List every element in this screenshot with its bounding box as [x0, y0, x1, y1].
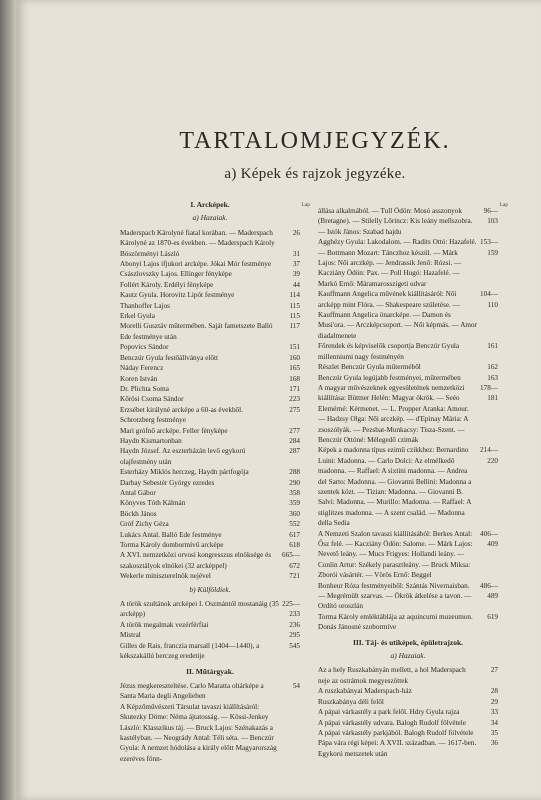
toc-entry-page: 290 [289, 478, 300, 487]
toc-entry [120, 321, 300, 342]
toc-entry-title: Haydn Kismartonban [120, 436, 182, 445]
toc-entry [120, 641, 300, 662]
left-column [120, 200, 310, 764]
toc-entry-page: 619 [487, 612, 498, 621]
toc-entry [318, 341, 498, 362]
toc-entry [318, 529, 498, 581]
toc-entry [120, 620, 300, 630]
toc-entry-title: A pápai várkastély a park felől. Hdry Gyula rajza [318, 708, 460, 717]
toc-entry-title: Agghézy Gyula: Lakodalom. — Radits Ottó: Hazafelé. — Bottmann Mozart: Tánczhoz készül. — Márk Lajos: Női arczkép. — Jendrassik Jenő: Rózsi. — Kacziány Ödön: Pax. — Poll Hugó: Hazafelé. — Markó Ernő: Máramarosszigeti udvar [318, 238, 477, 288]
toc-entry [120, 530, 300, 540]
section-heading-portraits: I. Arcképek. [190, 200, 230, 209]
toc-entry-page: 114 [289, 291, 300, 300]
toc-entry [120, 702, 300, 764]
toc-entry-page: 33 [490, 708, 498, 717]
toc-entry-page: 486—489 [480, 581, 498, 601]
toc-entry-title: Kőrösi Csoma Sándor [120, 395, 184, 404]
toc-entry-title: Mari grófnő arcképe. Feller fényképe [120, 426, 228, 435]
toc-entry-page: 225—233 [282, 600, 300, 619]
toc-entry-title: Torma Károly dombormívű arcképe [120, 541, 224, 549]
toc-entry-page: 163 [487, 373, 498, 382]
toc-entry [318, 697, 498, 707]
toc-entry [120, 259, 300, 269]
toc-entry-title: A Képzőművészeti Társulat tavaszi kiállításáról: Skutezky Döme: Néma ájtatosság. — Kössi-Jenkey László: Klasszikus táj. — Bruck Lajos: Szénakazás a kastélyban. — Neogrády Antal: Téli séta. — Benczúr Gyula: A nemzet hódolása a király előtt Magyarország ezeréves fönn- [120, 702, 277, 763]
toc-entry-page: 214—220 [480, 446, 498, 465]
toc-entry-title: A török szultánok arcképei I. Oszmántól mostanáig (35 arcképp) [120, 600, 279, 619]
toc-entry-page: 178—181 [480, 383, 498, 403]
toc-entry-title: Gróf Zichy Géza [120, 520, 169, 529]
toc-entry [120, 269, 300, 279]
toc-entry-title: Kautz Gyula. Horovitz Lipót festménye [120, 291, 235, 300]
toc-entry-page: 161 [487, 342, 498, 351]
toc-entry-page: 35 [490, 728, 498, 737]
toc-entry-title: Részlet Benczúr Gyula műterméből [318, 363, 421, 372]
toc-entry-page: 117 [289, 322, 300, 331]
toc-entry [318, 665, 498, 686]
toc-entry-page: 34 [490, 718, 498, 727]
toc-entry-page: 28 [490, 687, 498, 696]
toc-entry-page: 288 [289, 468, 300, 477]
toc-entry-title: Maderspach Károlyné fiatal korában. — Maderspach Károlyné az 1870-es években. — Maderspach Károly [120, 228, 275, 248]
toc-entry [120, 426, 300, 436]
toc-entry [318, 362, 498, 372]
toc-entry-title: Benczúr Gyula legújabb festményei, műtermében [318, 373, 461, 382]
subheading-foreign: b) Külföldiek. [189, 584, 231, 594]
toc-entry [318, 581, 498, 612]
toc-entry-page: 358 [289, 488, 300, 497]
toc-entry-title: A pápai várkastély udvara. Balogh Rudolf fölvétele [318, 718, 466, 727]
toc-entry [120, 630, 300, 640]
toc-entry-title: Dr. Plichta Soma [120, 384, 169, 393]
toc-entry [120, 467, 300, 477]
toc-entry-title: A Nemzeti Szalon tavaszi kiállításából: Berkes Antal: Ősz felé. — Kacziány Ödön: Salome. — Márk Lajos: Nevető leány. — Mucs Frigyes: Hollandi leány. — Conlin Artur: Székely parasztleány. — Bruck Miksa: Zborói vásártér. — Vörös Ernő: Beggel [318, 529, 473, 580]
toc-entry-title: Császlovszky Lajos. Ellinger fényképe [120, 270, 232, 279]
toc-entry [120, 488, 300, 498]
toc-entry-title: A pápai várkastély parkjából. Balogh Rudolf fölvétele [318, 728, 474, 737]
toc-entry-title: Koren István [120, 374, 158, 383]
toc-entry-page: 721 [289, 572, 300, 581]
toc-entry [120, 384, 300, 394]
toc-entry-title: Gilles de Rais, franczia marsall (1404—1440), a kékszakállú herczeg eredetije [120, 641, 260, 661]
toc-entry [120, 509, 300, 519]
toc-entry [120, 249, 300, 259]
toc-entry [120, 436, 300, 446]
toc-entry-title: Abonyi Lajos ifjukori arcképe. Jókai Mór festménye [120, 260, 272, 269]
toc-entry [120, 311, 300, 321]
left-page-label: Lap [301, 202, 310, 208]
toc-entry-page: 275 [289, 405, 300, 414]
toc-entry-title: A török megalmak vezérférfiai [120, 620, 209, 629]
toc-entry-page: 27 [490, 666, 498, 675]
toc-entry-title: A magyar művészeknek egyesületének nemzetközi kiállítása: Büttner Helén: Magyar ökrök. — Seéo Elemérné: Kérmenet. — L. Propper Aranka: Amour. — Hadzsy Olga: Női arczkép. — d'Epinay Mária: A zsoszólyák. — Pezsbat-Munkacsy: Tisza-Szent. — Benczúr Ottóné: Mélegedő czimák [318, 383, 469, 444]
toc-entry-title: Follért Károly. Erdélyi fényképe [120, 280, 214, 289]
toc-entry-title: Darbay Sebestér György ezredes [120, 478, 215, 487]
toc-entry-page: 39 [292, 270, 300, 279]
toc-entry-title: Képek a madonna típus ezimű czikkhez: Bernardino Luini: Madonna. — Carlo Dolci: Az elmélkedő madonna. — Raffael: A sixtini madonna. — Andrea del Sarto: Madonna. — Giovanni Bellini: Madonna a szentek közt. — Tizian: Madonna. — Giovanni B. Salvi: Madonna. — Murillo: Madonna. — Raffael: A stiglitzes madonna. — A szent család. — Madonna della Sedia [318, 446, 472, 528]
toc-entry-page: 295 [289, 631, 300, 640]
subheading-domestic-landscapes: a) Hazaiak. [390, 651, 426, 661]
toc-entry-title: Főrendek és képviselők csoportja Benczúr Gyula millenniumi nagy festményén [318, 342, 460, 361]
toc-entry-title: Esterházy Miklós herczeg, Haydn pártfogója [120, 468, 249, 477]
toc-entry-page: 618 [289, 541, 300, 549]
toc-entry-title: állása alkalmából. — Tull Ödön: Mosó asszonyok (Bretagne). — Stilelly Lőrincz: Kis leány mellszobra. — Istók János: Szabad hajdu [318, 207, 473, 236]
toc-entry-title: Thanhoffer Lajos [120, 301, 170, 310]
toc-entry-title: Popovics Sándor [120, 343, 169, 352]
toc-entry-page: 31 [292, 249, 300, 258]
toc-entry-title: Erzsébet királyné arcképe a 60-as évekből. Schrotzberg festménye [120, 405, 243, 425]
toc-entry-page: 665—672 [282, 551, 300, 570]
toc-entry-page: 162 [487, 363, 498, 372]
page-subtitle: a) Képek és rajzok jegyzéke. [224, 166, 406, 182]
toc-entry-page: 44 [292, 280, 300, 289]
toc-entry [120, 374, 300, 384]
toc-entry [120, 446, 300, 467]
toc-entry [120, 571, 300, 581]
toc-entry [120, 353, 300, 363]
right-page-label: Lap [499, 202, 508, 208]
toc-entry-page: 552 [289, 520, 300, 529]
toc-entry [318, 383, 498, 445]
toc-entry-page: 168 [289, 374, 300, 383]
toc-entry-title: Böckh János [120, 509, 157, 518]
toc-entry-page: 54 [292, 681, 300, 690]
toc-entry-title: Torma Károly emléktáblája az aquincumi muzeumon. Donás Jánosné szobormíve [318, 612, 473, 632]
toc-entry-page: 96—103 [483, 207, 498, 226]
toc-entry-title: Erkel Gyula [120, 312, 155, 321]
toc-entry [120, 290, 300, 300]
left-entries-foreign [120, 599, 300, 661]
toc-entry-page: 115 [289, 301, 300, 310]
toc-entry [318, 237, 498, 289]
toc-entry-page: 104—110 [480, 290, 498, 309]
toc-entry-page: 37 [292, 260, 300, 269]
toc-entry-title: A ruszkabányai Maderspach-ház [318, 687, 412, 696]
section-heading-landscapes: III. Táj- és utiképek, épületrajzok. [352, 637, 464, 647]
toc-entry-page: 406—409 [480, 529, 498, 548]
toc-entry [318, 373, 498, 383]
toc-entry [318, 738, 498, 759]
page-title: TARTALOMJEGYZÉK. [179, 128, 451, 154]
toc-entry-page: 545 [289, 641, 300, 650]
toc-entry-title: Könyves Tóth Kálmán [120, 499, 186, 508]
toc-entry-page: 153—159 [480, 238, 498, 257]
right-entries-landscapes [318, 665, 498, 759]
right-entries-artworks [318, 206, 498, 633]
toc-entry [318, 612, 498, 633]
toc-entry-page: 26 [292, 228, 300, 237]
toc-entry-title: Wekerle miniszterelnök nejével [120, 572, 211, 581]
toc-entry [120, 478, 300, 488]
toc-entry-page: 29 [490, 697, 498, 706]
toc-entry [318, 686, 498, 696]
toc-entry [318, 728, 498, 738]
toc-entry-title: Jézus megkereszteltése. Carlo Maratta oltárképe a Santa Maria degli Angelieben [120, 681, 264, 701]
toc-entry-title: Pápa vára régi képei: A XVII. században. — 1617-ben. Egykorú metszetek után [318, 739, 477, 758]
toc-entry-title: Bonheur Róza festményeiből: Szántás Nivernaisban. — Megrémült szarvas. — Ökrök átkelése a tavon. — Ordító oroszlán [318, 581, 472, 611]
toc-entry [120, 280, 300, 290]
toc-entry [120, 301, 300, 311]
toc-entry-title: Náday Ferencz [120, 364, 164, 373]
toc-entry [120, 540, 300, 550]
toc-entry-page: 277 [289, 426, 300, 435]
toc-entry [120, 228, 300, 249]
toc-entry [120, 498, 300, 508]
toc-entry [120, 363, 300, 373]
toc-entry-title: Morelli Gusztáv műtermében. Saját fametszete Balló Ede festménye után [120, 322, 273, 341]
toc-entry-page: 160 [289, 353, 300, 362]
toc-entry [318, 718, 498, 728]
toc-entry [120, 681, 300, 702]
toc-entry-page: 151 [289, 343, 300, 352]
section-heading-artworks: II. Műtárgyak. [186, 667, 234, 677]
toc-entry-page: 617 [289, 530, 300, 539]
toc-entry-page: 115 [289, 312, 300, 321]
toc-entry-title: Az a hely Ruszkabányán mellett, a hol Maderspach neje az ostrámok megyeszöttek [318, 666, 466, 685]
toc-entry [120, 394, 300, 404]
subheading-domestic: a) Hazaiak. [192, 213, 228, 223]
toc-entry [318, 206, 498, 237]
toc-entry-page: 223 [289, 395, 300, 404]
toc-entry-title: A XVI. nemzetközi orvosi kongresszus elnöksége és szakosztályok elnökei (32 arcképpel) [120, 551, 272, 570]
toc-entry-page: 165 [289, 364, 300, 373]
toc-entry-page: 36 [490, 739, 498, 748]
toc-entry-page: 287 [289, 447, 300, 456]
toc-entry-title: Antal Gábor [120, 488, 156, 497]
toc-entry [120, 599, 300, 620]
book-spine-edge [0, 0, 16, 800]
toc-entry [120, 519, 300, 529]
toc-entry-page: 236 [289, 620, 300, 629]
toc-entry [120, 405, 300, 426]
toc-entry-title: Kauffmann Angelica művének kiállításáról: Női arcképp mint Flóra. — Shakespeare születése. — Kauffmann Angelica önarcképe. — Damon és Musi'ora. — Arczképcsoport. — Női képmás. — Amor diadalmenete [318, 290, 477, 340]
toc-entry [318, 289, 498, 341]
toc-entry-title: Ruszkabánya déli felől [318, 697, 384, 706]
toc-entry [120, 342, 300, 352]
toc-entry-page: 284 [289, 436, 300, 445]
toc-entry-title: Mistral [120, 631, 141, 640]
toc-entry-title: Böszörményi László [120, 249, 180, 258]
right-column [318, 200, 508, 759]
toc-entry-title: Lukács Antal. Balló Ede festménye [120, 530, 222, 539]
toc-entry-title: Haydn József. Az eszterházán levő egykorú olajfestmény után [120, 447, 246, 466]
toc-entry-page: 171 [289, 384, 300, 393]
toc-entry-page: 360 [289, 509, 300, 518]
toc-entry [120, 550, 300, 571]
left-entries-domestic [120, 228, 300, 582]
toc-entry [318, 445, 498, 528]
toc-entry [318, 707, 498, 717]
toc-entry-page: 359 [289, 499, 300, 508]
left-entries-artworks [120, 681, 300, 764]
toc-entry-title: Benczúr Gyula festőállványa előtt [120, 353, 218, 362]
